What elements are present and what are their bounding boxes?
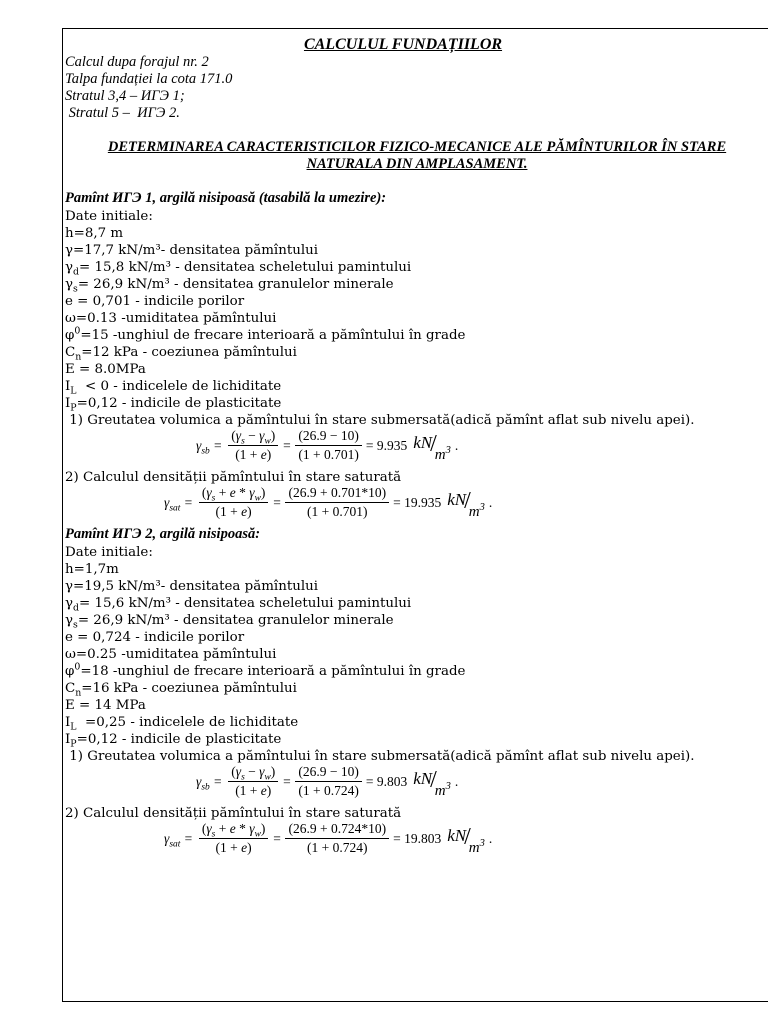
layer1-gamma-s: $\gamma_s= 26,9$ kN/m³ - densitatea granulelor minerale bbox=[65, 277, 394, 295]
layer1-IL: $I_L < 0$ - indicelele de lichiditate bbox=[65, 379, 282, 397]
layer2-c: $C_n=16$ kPa - coeziunea pămîntului bbox=[65, 681, 297, 699]
layer2-gamma: γ=19,5 kN/m³- densitatea pămîntului bbox=[65, 579, 319, 594]
layer1-gamma-d: $\gamma_d= 15,8$ kN/m³ - densitatea scheletului pamintului bbox=[65, 260, 412, 278]
layer1-e: e = 0,701 - indicile porilor bbox=[65, 294, 245, 309]
layer1-phi: $\varphi^0=15$ -unghiul de frecare interioară a pămîntului în grade bbox=[65, 325, 466, 343]
layer2-step1: 1) Greutatea volumica a pămîntului în stare submersată(adică pămînt aflat sub nivelu apei). bbox=[65, 749, 695, 764]
layer1-step1: 1) Greutatea volumica a pămîntului în stare submersată(adică pămînt aflat sub nivelu apei). bbox=[65, 413, 695, 428]
layer1-c: $C_n=12$ kPa - coeziunea pămîntului bbox=[65, 345, 297, 363]
layer1-formula-saturated: $\gamma_{sat}$ = $\frac{(\gamma_s + e * \gamma_w)}{(1 + e)}$ = $\frac{(26.9 + 0.701*10)}{(1 + 0.701)}$ = 19.935 $kN/m^3$ . bbox=[164, 485, 493, 520]
layer1-heading: Pamînt ИГЭ 1, argilă nisipoasă (tasabilă la umezire): bbox=[65, 190, 387, 206]
intro-line-2: Talpa fundației la cota 171.0 bbox=[65, 71, 233, 87]
layer2-date-label: Date initiale: bbox=[65, 545, 153, 560]
layer1-IP: $I_P=0,12$ - indicile de plasticitate bbox=[65, 396, 282, 414]
layer1-date-label: Date initiale: bbox=[65, 209, 153, 224]
layer2-h: h=1,7m bbox=[65, 562, 119, 577]
layer1-step2: 2) Calculul densității pămîntului în stare saturată bbox=[65, 470, 402, 485]
layer2-omega: ω=0.25 -umiditatea pămîntului bbox=[65, 647, 277, 662]
layer2-IP: $I_P=0,12$ - indicile de plasticitate bbox=[65, 732, 282, 750]
layer2-e: e = 0,724 - indicile porilor bbox=[65, 630, 245, 645]
layer2-gamma-s: $\gamma_s= 26,9$ kN/m³ - densitatea granulelor minerale bbox=[65, 613, 394, 631]
layer1-gamma: γ=17,7 kN/m³- densitatea pămîntului bbox=[65, 243, 319, 258]
layer2-IL: $I_L =0,25$ - indicelele de lichiditate bbox=[65, 715, 299, 733]
layer1-omega: ω=0.13 -umiditatea pămîntului bbox=[65, 311, 277, 326]
layer2-step2: 2) Calculul densității pămîntului în stare saturată bbox=[65, 806, 402, 821]
intro-line-3: Stratul 3,4 – ИГЭ 1; bbox=[65, 88, 185, 104]
layer1-h: h=8,7 m bbox=[65, 226, 124, 241]
layer2-formula-submerged: $\gamma_{sb}$ = $\frac{(\gamma_s - \gamma_w)}{(1 + e)}$ = $\frac{(26.9 - 10)}{(1 + 0.724)}$ = 9.803 $kN/m^3$ . bbox=[196, 764, 459, 799]
layer2-gamma-d: $\gamma_d= 15,6$ kN/m³ - densitatea scheletului pamintului bbox=[65, 596, 412, 614]
layer1-E: E = 8.0MPa bbox=[65, 362, 146, 377]
layer2-phi: $\varphi^0=18$ -unghiul de frecare interioară a pămîntului în grade bbox=[65, 661, 466, 679]
intro-line-1: Calcul dupa forajul nr. 2 bbox=[65, 54, 209, 70]
layer1-formula-submerged: $\gamma_{sb}$ = $\frac{(\gamma_s - \gamma_w)}{(1 + e)}$ = $\frac{(26.9 - 10)}{(1 + 0.701)}$ = 9.935 $kN/m^3$ . bbox=[196, 428, 459, 463]
section-heading-line-1: DETERMINAREA CARACTERISTICILOR FIZICO-MECANICE ALE PĂMÎNTURILOR ÎN STARE bbox=[107, 139, 727, 155]
layer2-E: E = 14 MPa bbox=[65, 698, 146, 713]
layer2-heading: Pamînt ИГЭ 2, argilă nisipoasă: bbox=[65, 526, 261, 542]
section-heading-line-2: NATURALA DIN AMPLASAMENT. bbox=[306, 156, 528, 172]
document-title: CALCULUL FUNDAȚIILOR bbox=[303, 36, 503, 53]
intro-line-4: Stratul 5 – ИГЭ 2. bbox=[65, 105, 180, 121]
layer2-formula-saturated: $\gamma_{sat}$ = $\frac{(\gamma_s + e * \gamma_w)}{(1 + e)}$ = $\frac{(26.9 + 0.724*10)}{(1 + 0.724)}$ = 19.803 $kN/m^3$ . bbox=[164, 821, 493, 856]
